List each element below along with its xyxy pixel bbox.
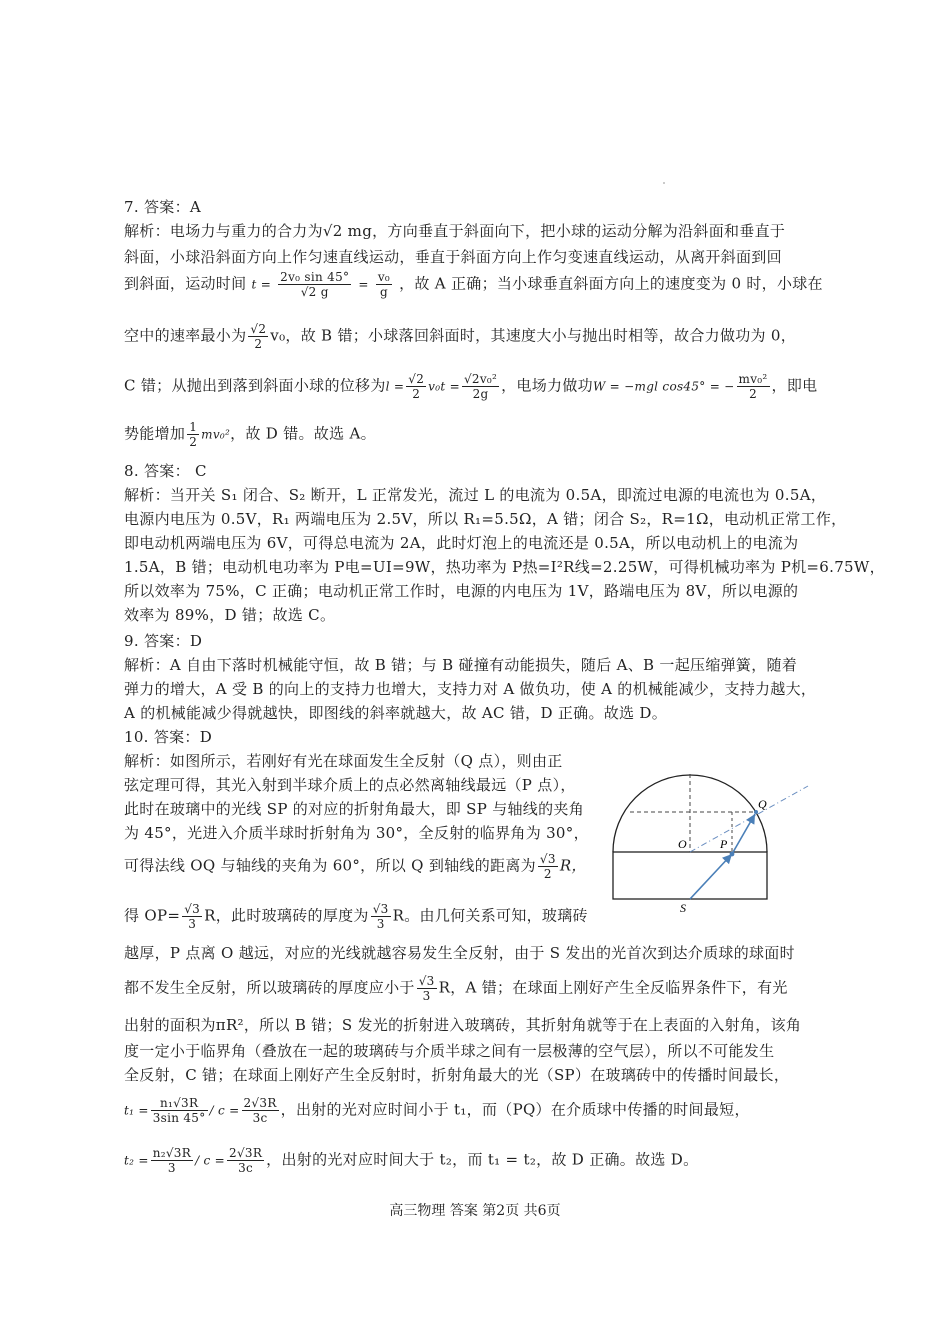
q7-line-1: 解析：电场力与重力的合力为√2 mg，方向垂直于斜面向下，把小球的运动分解为沿斜面和垂直于 — [124, 222, 786, 240]
q7-line-4: 空中的速率最小为 $\frac{√2}{2}$ v₀，故 B 错；小球落回斜面时，其速度大小与抛出时相等，故合力做功为 0， — [124, 322, 797, 351]
q9-line-2: 弹力的增大，A 受 B 的向上的支持力也增大，支持力对 A 做负功，使 A 的机械能减少，支持力越大， — [124, 680, 817, 698]
q10-line-4: 为 45°，光进入介质半球时折射角为 30°，全反射的临界角为 30°， — [124, 824, 589, 842]
q9-heading: 9. 答案：D — [124, 632, 203, 650]
q8-line-4: 1.5A，B 错；电动机电功率为 P电=UI=9W，热功率为 P热=I²R线=2.25W，可得机械功率为 P机=6.75W， — [124, 558, 885, 576]
q8-heading: 8. 答案： C — [124, 462, 207, 480]
q10-line-9: 出射的面积为πR²，所以 B 错；S 发光的折射进入玻璃砖，其折射角就等于在上表面的入射角，该角 — [124, 1016, 802, 1034]
label-p: P — [720, 837, 728, 851]
q8-line-5: 所以效率为 75%，C 正确；电动机正常工作时，电源的内电压为 1V，路端电压为 8V，所以电源的 — [124, 582, 799, 600]
scan-speck — [663, 182, 665, 184]
q10-q-distance-fraction: $\frac{√3}{2}$ — [539, 852, 556, 881]
q10-t1-fraction-2: $\frac{2√3R}{3c}$ — [243, 1096, 277, 1125]
ray-sp — [690, 854, 732, 899]
q7-line-6: 势能增加 $\frac{1}{2}$ mv₀²，故 D 错。故选 A。 — [124, 420, 376, 449]
q10-line-12: t₁ = $\frac{\text{n₁√3R}}{3\sin 45^\circ}$ / c = $\frac{2√3R}{3c}$ ，出射的光对应时间小于 t₁，而（PQ）在介质球中传播的时间最短， — [124, 1096, 750, 1125]
q7-displacement-fraction-2: $\frac{\text{√2v₀²}}{2g}$ — [463, 372, 498, 401]
q10-op-fraction: $\frac{√3}{3}$ — [184, 902, 201, 931]
q7-time-fraction-1: $\frac{\text{2v₀ sin 45°}}{√2 g}$ — [280, 270, 350, 299]
q10-t1-fraction-1: $\frac{\text{n₁√3R}}{3\sin 45^\circ}$ — [152, 1096, 206, 1125]
q10-line-5: 可得法线 OQ 与轴线的夹角为 60°，所以 Q 到轴线的距离为 $\frac{√3}{2}$ R， — [124, 852, 587, 881]
q10-line-6: 得 OP= $\frac{√3}{3}$ R，此时玻璃砖的厚度为 $\frac{√3}{3}$ R。由几何关系可知，玻璃砖 — [124, 902, 588, 931]
q8-line-6: 效率为 89%，D 错；故选 C。 — [124, 606, 336, 624]
label-o: O — [678, 837, 687, 851]
q7-work-fraction: $\frac{\text{mv₀²}}{2}$ — [738, 372, 768, 401]
page-footer: 高三物理 答案 第2页 共6页 — [389, 1203, 561, 1219]
q7-displacement-fraction-1: $\frac{√2}{2}$ — [408, 372, 425, 401]
q7-heading: 7. 答案：A — [124, 198, 202, 216]
ray-pq — [732, 814, 755, 854]
label-s: S — [680, 901, 686, 915]
q10-line-2: 弦定理可得，其光入射到半球介质上的点必然离轴线最远（P 点）， — [124, 776, 576, 794]
q8-line-3: 即电动机两端电压为 6V，可得总电流为 2A，此时灯泡上的电流还是 0.5A，所以电动机上的电流为 — [124, 534, 799, 552]
q10-line-8: 都不发生全反射，所以玻璃砖的厚度应小于 $\frac{√3}{3}$ R，A 错；在球面上刚好产生全反临界条件下，有光 — [124, 974, 788, 1003]
q10-heading: 10. 答案：D — [124, 728, 213, 746]
q7-line-5: C 错；从抛出到落到斜面小球的位移为l = $\frac{√2}{2}$ v₀t = $\frac{\text{√2v₀²}}{2g}$ ，电场力做功W = −mgl cos45° = − $\frac{\text{mv₀²}}{2}$ ，即电 — [124, 372, 818, 401]
q10-line-3: 此时在玻璃中的光线 SP 的对应的折射角最大，即 SP 与轴线的夹角 — [124, 800, 585, 818]
hemisphere-glass-figure — [608, 752, 818, 922]
q7-line-2: 斜面，小球沿斜面方向上作匀速直线运动，垂直于斜面方向上作匀变速直线运动，从离开斜面到回 — [124, 248, 782, 266]
q10-t2-fraction-1: $\frac{\text{n₂√3R}}{3}$ — [152, 1146, 192, 1175]
q7-time-fraction-2: $\frac{\text{v₀}}{g}$ — [377, 270, 391, 299]
q10-t2-fraction-2: $\frac{2√3R}{3c}$ — [229, 1146, 263, 1175]
q8-line-1: 解析：当开关 S₁ 闭合、S₂ 断开，L 正常发光，流过 L 的电流为 0.5A，即流过电源的电流也为 0.5A， — [124, 486, 827, 504]
normal-line — [690, 786, 808, 852]
q9-line-3: A 的机械能减少得就越快，即图线的斜率就越大，故 AC 错，D 正确。故选 D。 — [124, 704, 668, 722]
q10-line-7: 越厚，P 点离 O 越远，对应的光线就越容易发生全反射，由于 S 发出的光首次到达介质球的球面时 — [124, 944, 795, 962]
label-q: Q — [758, 797, 767, 811]
q8-line-2: 电源内电压为 0.5V，R₁ 两端电压为 2.5V，所以 R₁=5.5Ω，A 错；闭合 S₂，R=1Ω，电动机正常工作， — [124, 510, 847, 528]
q9-line-1: 解析：A 自由下落时机械能守恒，故 B 错；与 B 碰撞有动能损失，随后 A、B 一起压缩弹簧，随着 — [124, 656, 798, 674]
q10-line-10: 度一定小于临界角（叠放在一起的玻璃砖与介质半球之间有一层极薄的空气层），所以不可能发生 — [124, 1042, 775, 1060]
q10-max-thickness-fraction: $\frac{√3}{3}$ — [418, 974, 435, 1003]
q7-min-speed-fraction: $\frac{√2}{2}$ — [250, 322, 267, 351]
q10-line-11: 全反射，C 错；在球面上刚好产生全反射时，折射角最大的光（SP）在玻璃砖中的传播时间最长， — [124, 1066, 790, 1084]
point-p — [730, 852, 735, 857]
q7-energy-fraction: $\frac{1}{2}$ — [189, 420, 198, 449]
q10-line-1: 解析：如图所示，若刚好有光在球面发生全反射（Q 点），则由正 — [124, 752, 563, 770]
q7-line-3: 到斜面，运动时间 t = $\frac{\text{2v₀ sin 45°}}{√2 g}$ = $\frac{\text{v₀}}{g}$ ，故 A 正确；当小球垂直斜面方向上的速度变为 0 时，小球在 — [124, 270, 823, 299]
glass-brick — [613, 852, 767, 899]
q10-thickness-fraction: $\frac{√3}{3}$ — [372, 902, 389, 931]
q10-line-13: t₂ = $\frac{\text{n₂√3R}}{3}$ / c = $\frac{2√3R}{3c}$ ，出射的光对应时间大于 t₂，而 t₁ = t₂，故 D 正确。故选 D。 — [124, 1146, 699, 1175]
